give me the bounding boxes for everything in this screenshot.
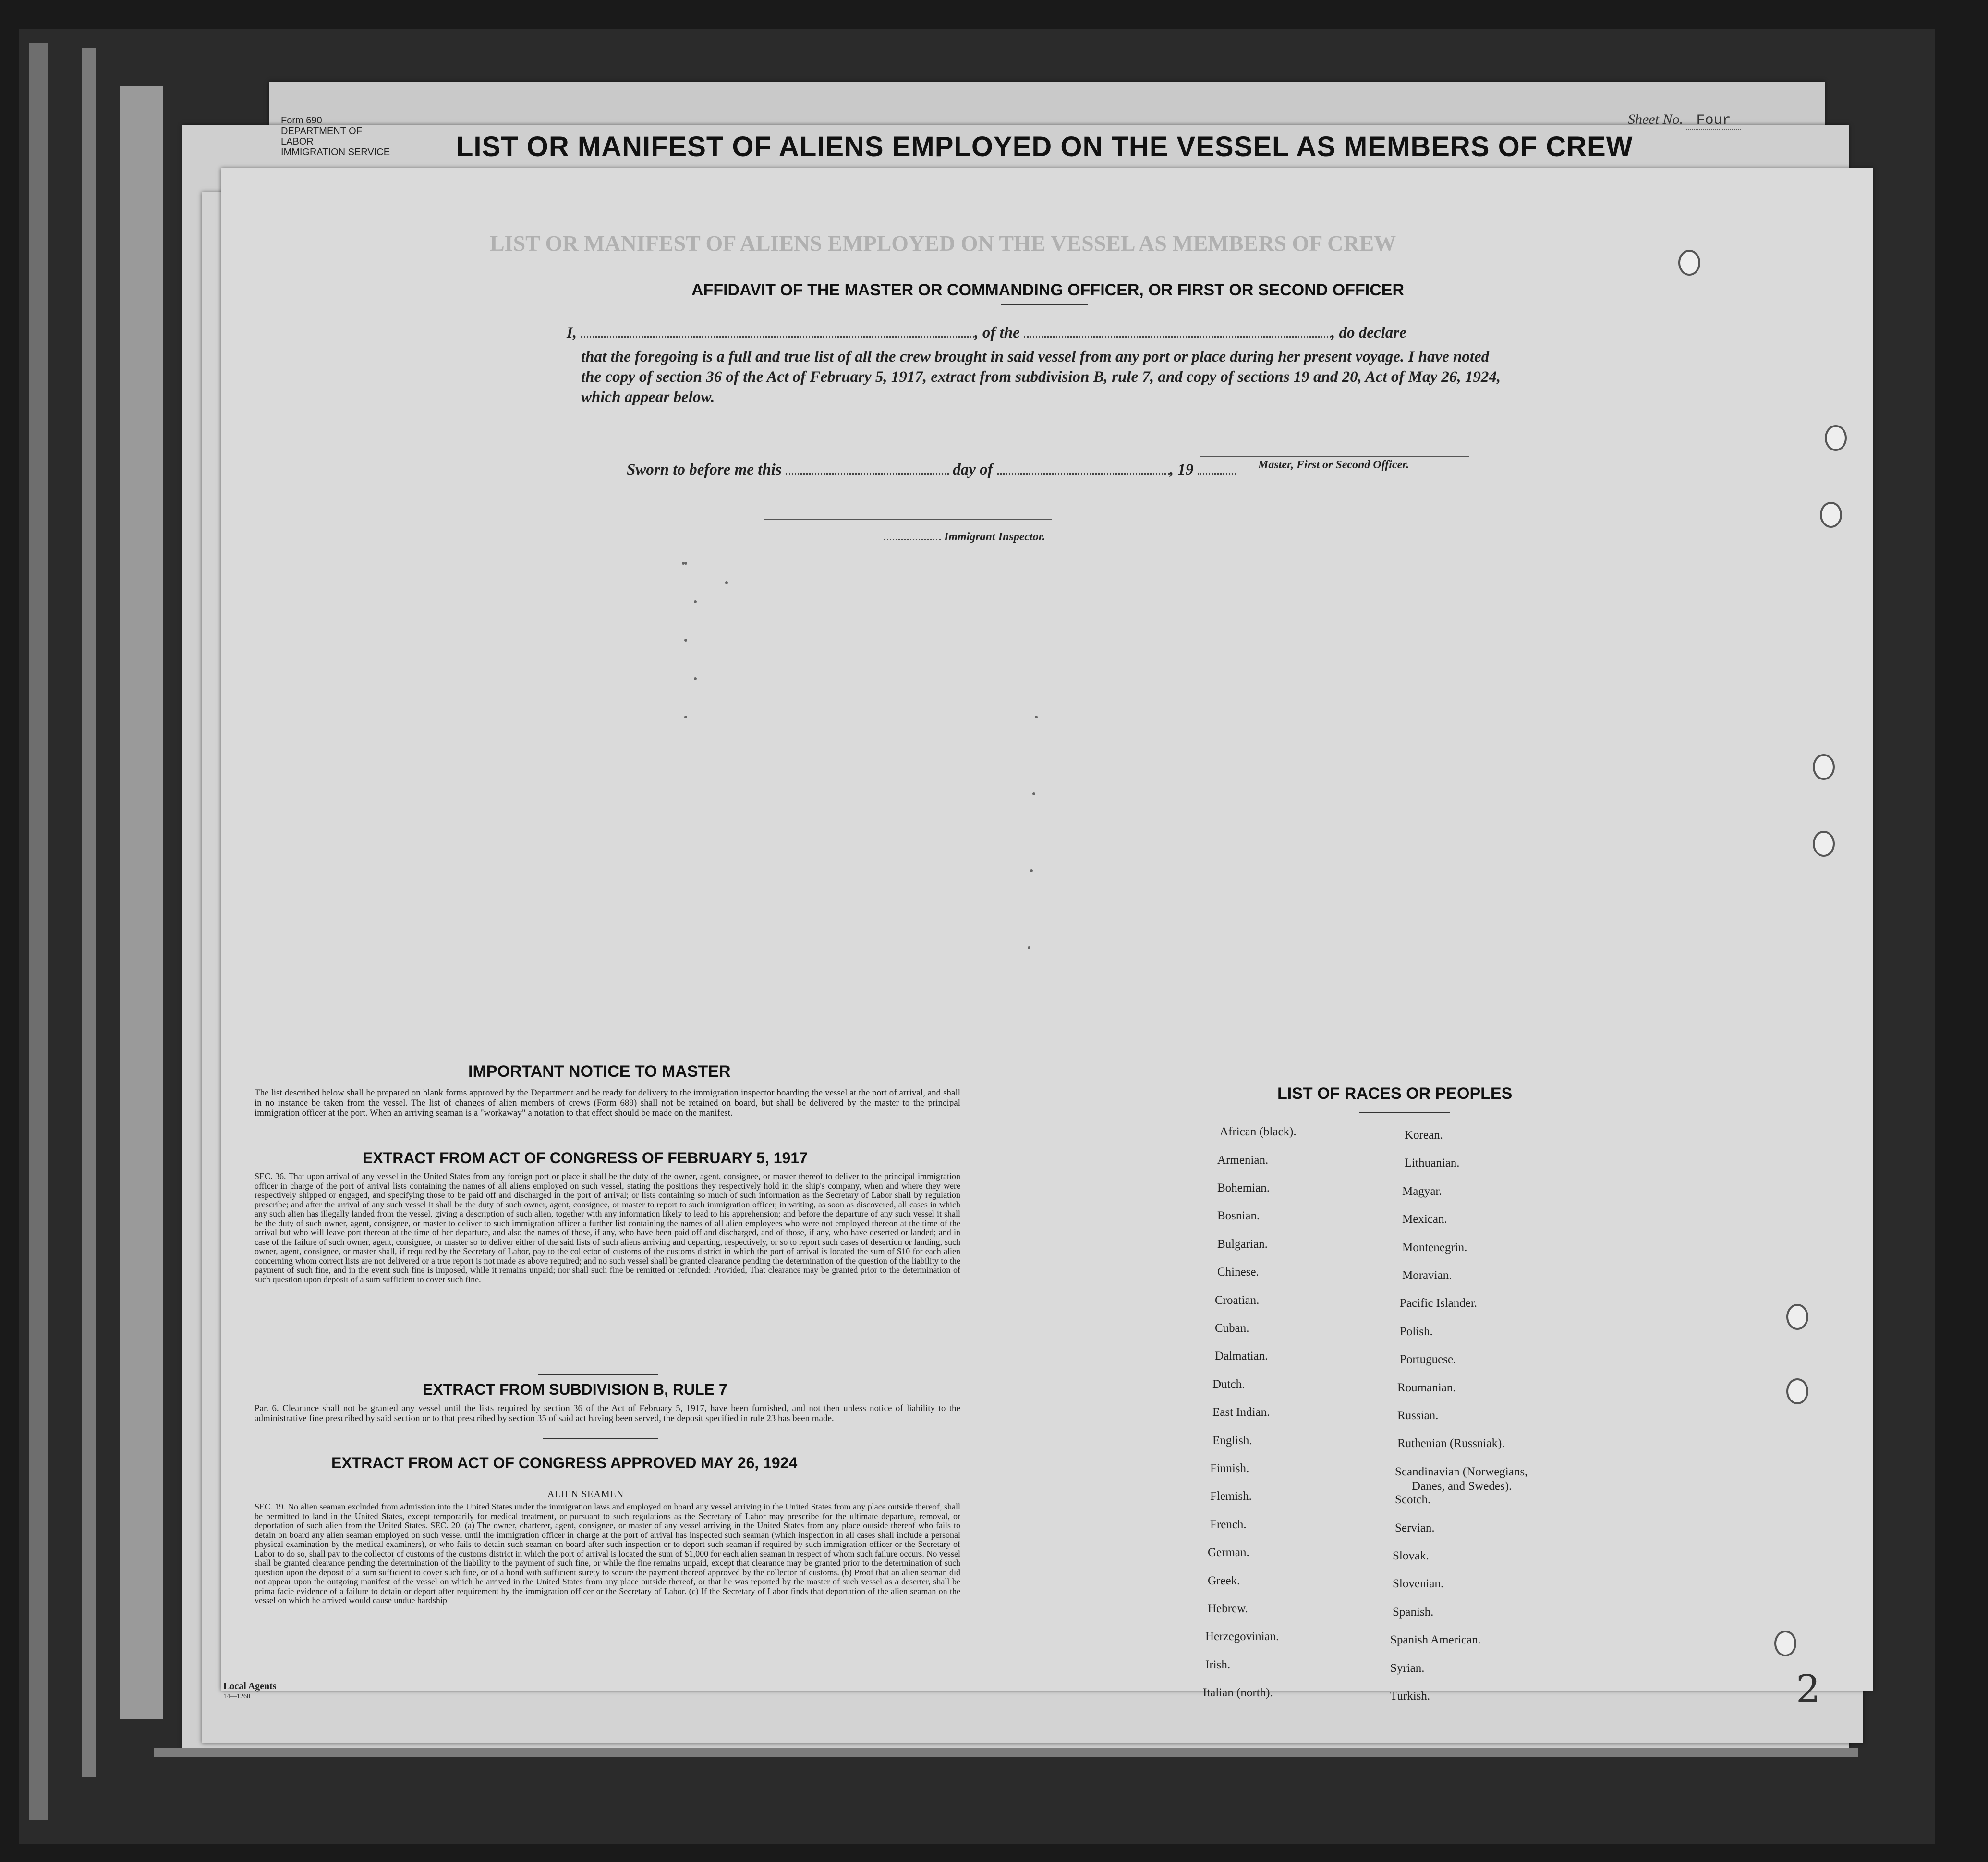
inspector-blank	[884, 537, 941, 540]
race-item: African (black).	[1220, 1125, 1297, 1138]
sworn-prefix: Sworn to before me this	[627, 461, 782, 478]
affidavit-title: AFFIDAVIT OF THE MASTER OR COMMANDING OFFICER, OR FIRST OR SECOND OFFICER	[691, 281, 1404, 299]
race-item: Italian (north).	[1203, 1686, 1273, 1699]
races-title: LIST OF RACES OR PEOPLES	[1277, 1084, 1513, 1103]
race-item: Slovenian.	[1393, 1577, 1444, 1590]
stray-mark	[1030, 869, 1033, 872]
race-item: Spanish.	[1393, 1606, 1434, 1619]
race-item: Bulgarian.	[1217, 1238, 1268, 1251]
punch-hole	[1813, 754, 1835, 780]
affidavit-paragraph: that the foregoing is a full and true list of all the crew brought in said vessel from any port or place during her present voyage. I have noted the copy of section 36 of the Act of February 5, 1917, extract from subdivision B, rule 7, and copy of sections 19 and 20, Act of May 26, 1924, which appear below.	[581, 348, 1501, 406]
subdivision-b-title: EXTRACT FROM SUBDIVISION B, RULE 7	[423, 1381, 727, 1398]
stray-mark	[684, 639, 687, 642]
race-item: Scandinavian (Norwegians,	[1395, 1465, 1528, 1478]
race-item: Montenegrin.	[1402, 1241, 1467, 1254]
stray-mark	[694, 677, 697, 680]
extract-1924-body: SEC. 19. No alien seaman excluded from admission into the United States under the immigration laws and employed on board any vessel arriving in the United States from any place outside thereof, shall be permitted to land in the United States, except temporarily for medical treatment, or pursuant to such regulations as the Secretary of Labor may prescribe for the ultimate departure, removal, or deportation of such alien from the United States. SEC. 20. (a) The owner, charterer, agent, consignee, or master of any vessel arriving in the United States from any place outside thereof who fails to detain on board any alien seaman employed on such vessel until the immigration officer in charge at the port of arrival has inspected such seaman (which inspection in all cases shall include a personal physical examination by the medical examiners), or who fails to detain such seaman on board after such inspection or to deport such seaman if required by such immigration officer or the Secretary of Labor to do so, shall pay to the collector of customs of the customs district in which the port of arrival is located the sum of $1,000 for each alien seaman in respect of whom such failure occurs. No vessel shall be granted clearance pending the determination of the liability to the payment of such fine, or while the fine remains unpaid, except that clearance may be granted prior to the determination of such question upon the deposit of a sum sufficient to cover such fine, or of a bond with sufficient surety to secure the payment thereof approved by the collector of customs. (b) Proof that an alien seaman did not appear upon the outgoing manifest of the vessel on which he arrived in the United States from any place outside thereof, or that he was reported by the master of such vessel as a deserter, shall be prima facie evidence of a failure to detain or deport after requirement by the immigration officer or the Secretary of Labor. (c) If the Secretary of Labor finds that deportation of the alien seaman on the vessel on which he arrived would cause undue hardship	[255, 1502, 960, 1605]
extract-1917-body: SEC. 36. That upon arrival of any vessel in the United States from any foreign port or place it shall be the duty of the owner, agent, consignee, or master thereof to deliver to the principal immigration officer in charge of the port of arrival lists containing the names of all aliens employed on such vessel, stating the positions they respectively hold in the ship's company, when and where they were respectively shipped or engaged, and specifying those to be paid off and discharged in the port of arrival; or lists containing so much of such information as the Secretary of Labor shall by regulation prescribe; and after the arrival of any such vessel it shall be the duty of such owner, agent, consignee, or master to report to such immigration officer, in writing, as soon as discovered, all cases in which any such alien has illegally landed from the vessel, giving a description of such alien, together with any information likely to lead to his apprehension; and before the departure of any such vessel it shall be the duty of such owner, agent, consignee, or master to deliver to such immigration officer a further list containing the names of all alien employees who were not employed thereon at the time of the arrival but who will leave port thereon at the time of her departure, and also the names of those, if any, who have been paid off and discharged, and of those, if any, who have deserted or landed; and in case of the failure of such owner, agent, consignee, or master so to deliver either of the said lists of such aliens arriving and departing, respectively, or so to report such cases of desertion or landing, such owner, agent, consignee, or master shall, if required by the Secretary of Labor, pay to the collector of customs of the customs district in which the port of arrival is located the sum of $10 for each alien concerning whom correct lists are not delivered or a true report is not made as above required; and no such vessel shall be granted clearance pending the determination of the question of the liability to the payment of such fine, and in the event such fine is imposed, while it remains unpaid; nor shall such fine be remitted or refunded: Provided, That clearance may be granted prior to the determination of such question upon deposit of a sum sufficient to cover such fine.	[255, 1171, 960, 1284]
race-item: Portuguese.	[1400, 1353, 1456, 1366]
race-item: English.	[1212, 1434, 1252, 1447]
affidavit-i: I,	[567, 324, 577, 341]
divider	[1001, 304, 1088, 305]
race-item: Slovak.	[1393, 1549, 1429, 1562]
declare-label: , do declare	[1331, 324, 1406, 341]
punch-hole	[1786, 1304, 1808, 1330]
race-item: Bosnian.	[1217, 1209, 1260, 1222]
sworn-year: , 19	[1169, 461, 1194, 478]
manifest-title: LIST OR MANIFEST OF ALIENS EMPLOYED ON THE VESSEL AS MEMBERS OF CREW	[456, 131, 1633, 162]
sheet-number-label: Sheet No.	[1628, 111, 1683, 127]
binder-edge	[82, 48, 96, 1777]
service-label: IMMIGRATION SERVICE	[281, 147, 390, 158]
department-label: DEPARTMENT OF LABOR	[281, 126, 362, 147]
sworn-day-blank	[786, 471, 949, 475]
name-blank	[581, 334, 974, 338]
race-item: Syrian.	[1390, 1662, 1425, 1675]
race-item: Flemish.	[1210, 1490, 1252, 1503]
sworn-month-blank	[997, 471, 1170, 475]
sworn-year-blank	[1198, 471, 1236, 475]
handwritten-page-number: 2	[1796, 1667, 1820, 1711]
notice-body: The list described below shall be prepared on blank forms approved by the Department and be ready for delivery to the immigration inspector boarding the vessel at the port of arrival, and shall in no instance be taken from the vessel. The list of changes of alien members of crews (Form 689) shall not be retained on board, but shall be delivered by the master to the principal immigration officer at the port. When an arriving seaman is a "workaway" a notation to that effect should be made on the manifest.	[255, 1088, 960, 1118]
notice-title: IMPORTANT NOTICE TO MASTER	[468, 1062, 731, 1081]
stray-mark	[1028, 946, 1030, 949]
vessel-blank	[1024, 334, 1331, 338]
of-the-label: , of the	[974, 324, 1020, 341]
race-item: Danes, and Swedes).	[1412, 1480, 1512, 1493]
form-number: Form 690	[281, 115, 322, 126]
inspector-signature-line	[764, 519, 1052, 520]
race-item: Ruthenian (Russniak).	[1397, 1437, 1505, 1450]
race-item: Mexican.	[1402, 1213, 1447, 1226]
punch-hole	[1678, 250, 1700, 276]
race-item: Magyar.	[1402, 1185, 1442, 1198]
extract-1917-title: EXTRACT FROM ACT OF CONGRESS OF FEBRUARY 5, 1917	[363, 1149, 808, 1167]
extract-1924-title: EXTRACT FROM ACT OF CONGRESS APPROVED MAY 26, 1924	[331, 1454, 798, 1472]
stray-mark	[1032, 792, 1035, 795]
race-item: Russian.	[1397, 1409, 1439, 1422]
race-item: Herzegovinian.	[1205, 1630, 1279, 1643]
sheet-number-value: Four	[1686, 112, 1740, 130]
sworn-line	[627, 461, 1236, 479]
race-item: Irish.	[1205, 1658, 1231, 1671]
race-item: Armenian.	[1217, 1154, 1269, 1167]
punch-hole	[1825, 425, 1847, 451]
divider	[543, 1438, 658, 1439]
punch-hole	[1786, 1378, 1808, 1404]
punch-hole	[1774, 1631, 1796, 1656]
race-item: Spanish American.	[1390, 1633, 1481, 1646]
stray-mark	[684, 716, 687, 718]
race-item: Greek.	[1208, 1574, 1240, 1587]
stray-mark	[1035, 716, 1038, 718]
race-item: French.	[1210, 1518, 1247, 1531]
race-item: Dutch.	[1212, 1378, 1245, 1391]
binder-edge	[29, 43, 48, 1820]
race-item: Servian.	[1395, 1521, 1435, 1534]
page-bottom-edge	[154, 1748, 1858, 1757]
affidavit-line-1	[567, 324, 1406, 342]
divider	[538, 1374, 658, 1375]
divider	[1359, 1112, 1450, 1113]
bleed-through-text: LIST OR MANIFEST OF ALIENS EMPLOYED ON THE VESSEL AS MEMBERS OF CREW	[490, 231, 1396, 256]
race-item: East Indian.	[1212, 1406, 1270, 1419]
race-item: Korean.	[1405, 1129, 1443, 1142]
race-item: Dalmatian.	[1215, 1350, 1268, 1363]
race-item: Hebrew.	[1208, 1602, 1248, 1615]
form-header	[281, 115, 391, 158]
local-agents-label: Local Agents	[223, 1681, 277, 1692]
race-item: Turkish.	[1390, 1690, 1430, 1703]
stray-mark	[694, 600, 697, 603]
punch-hole	[1813, 831, 1835, 857]
race-item: Polish.	[1400, 1325, 1433, 1338]
race-item: German.	[1208, 1546, 1249, 1559]
race-item: Cuban.	[1215, 1322, 1249, 1335]
master-signature-line	[1200, 456, 1469, 457]
inspector-label: Immigrant Inspector.	[944, 531, 1045, 543]
race-item: Croatian.	[1215, 1294, 1260, 1307]
page-stack-edge	[120, 86, 163, 1719]
race-item: Scotch.	[1395, 1493, 1431, 1506]
sheet-number	[1628, 111, 1741, 129]
race-item: Pacific Islander.	[1400, 1297, 1478, 1310]
punch-hole	[1820, 502, 1842, 528]
form-print-number: 14—1260	[223, 1693, 250, 1700]
inspector-label-wrap	[884, 531, 1045, 544]
footer-agents	[223, 1681, 277, 1702]
stray-mark	[684, 562, 687, 565]
sworn-day-of: day of	[953, 461, 993, 478]
master-signature-label: Master, First or Second Officer.	[1258, 459, 1409, 471]
race-item: Finnish.	[1210, 1462, 1249, 1475]
race-item: Lithuanian.	[1405, 1156, 1460, 1169]
race-item: Moravian.	[1402, 1269, 1452, 1282]
race-item: Chinese.	[1217, 1266, 1259, 1278]
race-item: Roumanian.	[1397, 1381, 1456, 1394]
subdivision-b-body: Par. 6. Clearance shall not be granted any vessel until the lists required by section 36 of the Act of February 5, 1917, have been furnished, and not then unless notice of liability to the administrative fine prescribed by said section or to that prescribed by section 35 of said act having been served, the deposit specified in rule 23 has been made.	[255, 1403, 960, 1424]
race-item: Bohemian.	[1217, 1181, 1270, 1194]
alien-seamen-subtitle: ALIEN SEAMEN	[547, 1489, 624, 1499]
